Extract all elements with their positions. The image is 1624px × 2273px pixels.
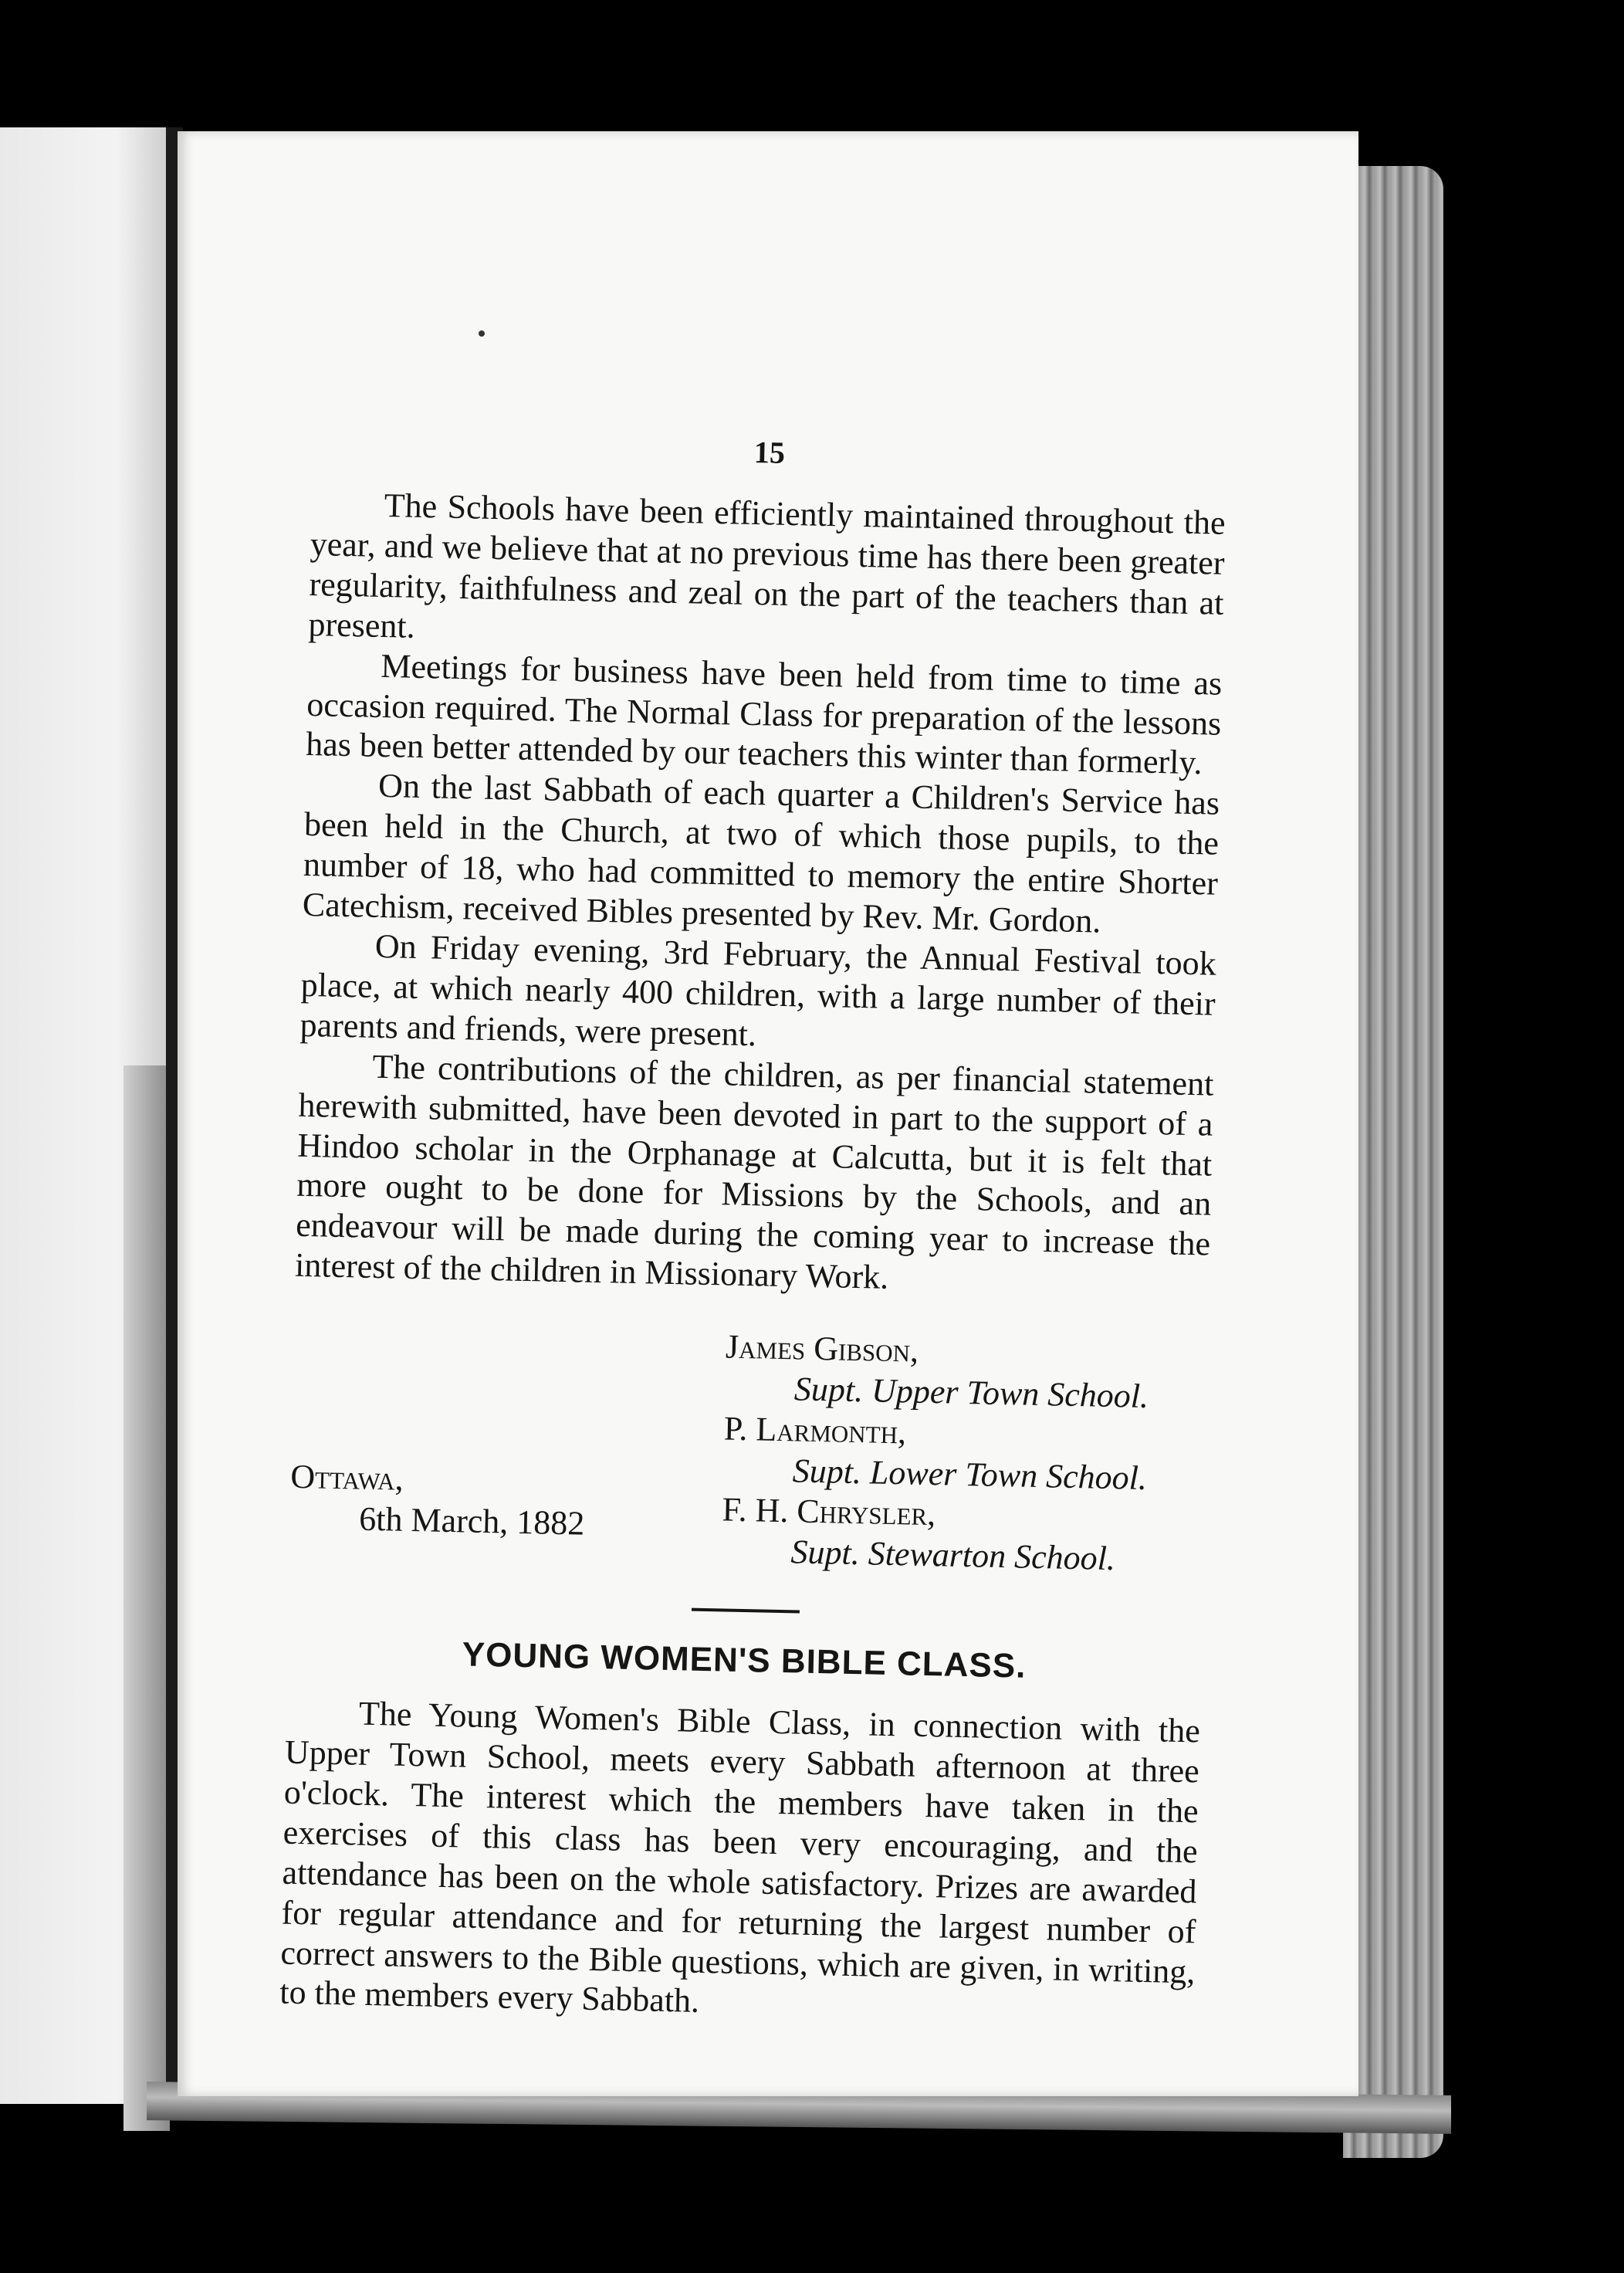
- page-text: [279, 425, 1227, 2032]
- place-date: [289, 1457, 586, 1545]
- speck-mark: [479, 330, 485, 337]
- signature-block: [289, 1318, 1208, 1584]
- book-page: [178, 131, 1358, 2096]
- date: 6th March, 1882: [358, 1499, 585, 1543]
- place: Ottawa,: [289, 1457, 404, 1498]
- paragraph: On the last Sabbath of each quarter a Children's Service has been held in the Church, at two of which those pupils, to the number of 18, who had committed to memory the entire Shorter Catechism, received Bibles presented by Rev. Mr. Gordon.: [302, 767, 1220, 940]
- section-title: YOUNG WOMEN'S BIBLE CLASS.: [462, 1635, 1027, 1685]
- paragraph: On Friday evening, 3rd February, the Annual Festival took place, at which nearly 400 children, with a large number of their parents and friends, were present.: [299, 926, 1217, 1053]
- signatory-role: Supt. Stewarton School.: [790, 1533, 1116, 1578]
- paragraph: The contributions of the children, as per financial statement herewith submitted, have been devoted in part to the support of a Hindoo scholar in the Orphanage at Calcutta, but it is felt that more ought to be done for Missions by the Schools, and an endeavour will be made during the coming year to increase the interest of the children in Missionary Work.: [294, 1047, 1214, 1297]
- signatory-name: F. H. Chrysler,: [722, 1490, 936, 1533]
- page-number: 15: [753, 434, 786, 470]
- signatory-role: Supt. Lower Town School.: [792, 1451, 1148, 1497]
- section-paragraph: The Young Women's Bible Class, in connection with the Upper Town School, meets every Sabbath afternoon at three o'clock. The interest which the members have taken in the exercises of this class has been very encouraging, and the attendance has been on the whole satisfactory. Prizes are awarded for regular attendance and for returning the largest number of correct answers to the Bible questions, which are given, in writing, to the members every Sabbath.: [279, 1694, 1201, 2021]
- paragraph: The Schools have been efficiently maintained throughout the year, and we believe that at no previous time has there been greater regularity, faithfulness and zeal on the part of the teachers than at present.: [308, 486, 1226, 645]
- signatories: [721, 1327, 1220, 1582]
- signatory-name: P. Larmonth,: [723, 1409, 907, 1452]
- paragraph: Meetings for business have been held from time to time as occasion required. The Normal Class for preparation of the lessons has been better attended by our teachers this winter than formerly.: [305, 646, 1223, 782]
- signatory-role: Supt. Upper Town School.: [793, 1370, 1149, 1415]
- facing-page-edge: [123, 1065, 170, 2131]
- section-divider: [691, 1608, 799, 1614]
- signatory-name: James Gibson,: [725, 1327, 919, 1370]
